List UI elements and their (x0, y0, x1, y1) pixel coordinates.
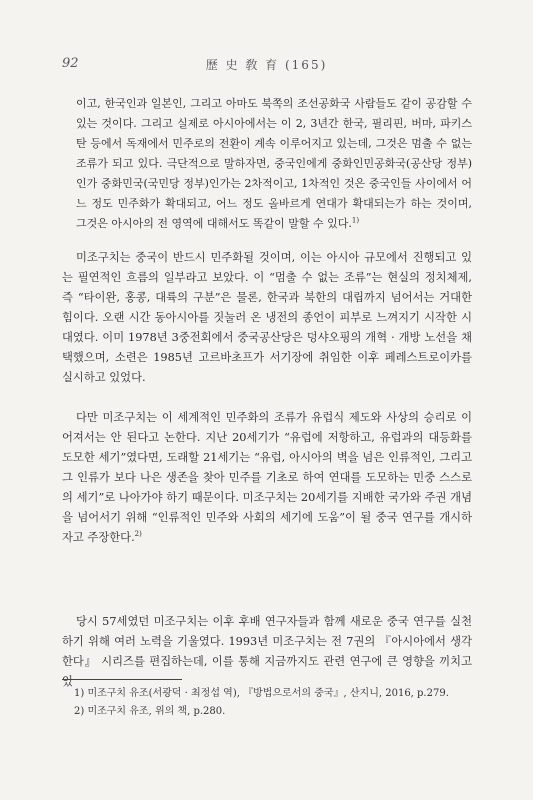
footnote-mark-1: 1) (351, 216, 360, 225)
paragraph-1-text: 미조구치는 중국이 반드시 민주화될 것이며, 이는 아시아 규모에서 진행되고 있는 필연적인 흐름의 일부라고 보았다. 이 “멈출 수 없는 조류”는 현실의 정치체제, 즉 “타이완, 홍콩, 대륙의 구분”은 물론, 한국과 북한의 대립까지 넘어서는 거대한 힘이다. 오랜 시간 동아시아를 짓눌러 온 냉전의 종언이 피부로 느껴지기 시작한 시대였다. 이미 1978년 3중전회에서 중국공산당은 덩샤오핑의 개혁 · 개방 노선을 채택했으며, 소련은 1985년 고르바초프가 서기장에 취임한 이후 페레스트로이카를 실시하고 있었다. (62, 251, 472, 384)
paragraph-2 (62, 408, 472, 548)
running-header (62, 56, 471, 72)
footnote-2: 2) 미조구치 유조, 위의 책, p.280. (74, 706, 226, 717)
paragraph-2-body: 다만 미조구치는 이 세계적인 민주화의 조류가 유럽식 제도와 사상의 승리로 이어져서는 안 된다고 논한다. 지난 20세기가 “유럽에 저항하고, 유럽과의 대등화를 도모한 세기”였다면, 도래할 21세기는 “유럽, 아시아의 벽을 넘은 인류적인, 그리고 그 인류가 보다 나은 생존을 찾아 민주를 기초로 하여 연대를 도모하는 민중 스스로의 세기”로 나아가야 하기 때문이다. 미조구치는 20세기를 지배한 국가와 주권 개념을 넘어서기 위해 “인류적인 민주와 사회의 세기에 도움”이 될 중국 연구를 개시하자고 주장한다. (62, 411, 472, 544)
footnote-divider (62, 679, 182, 680)
journal-title: 歷 史 敎 育 (165) (205, 58, 328, 72)
footnote-1: 1) 미조구치 유조(서광덕 · 최정섭 역), 『방법으로서의 중국』, 산지니, 2016, p.279. (74, 688, 449, 699)
paragraph-2-text (62, 408, 472, 548)
paragraph-1 (62, 248, 472, 388)
footnotes (74, 685, 474, 721)
quotation-body: 이고, 한국인과 일본인, 그리고 아마도 북쪽의 조선공화국 사람들도 같이 공감할 수 있는 것이다. 그리고 실제로 아시아에서는 이 2, 3년간 한국, 필리핀, 버마, 파키스탄 등에서 독재에서 민주로의 전환이 계속 이루어지고 있는데, 그것은 멈출 수 없는 조류가 되고 있다. 극단적으로 말하자면, 중국인에게 중화인민공화국(공산당 정부)인가 중화민국(국민당 정부)인가는 2차적이고, 1차적인 것은 중국인들 사이에서 어느 정도 민주화가 확대되고, 어느 정도 올바르게 연대가 확대되는가 하는 것이며, 그것은 아시아의 전 영역에 대해서도 똑같이 말할 수 있다. (76, 97, 472, 230)
quotation-text (76, 94, 472, 234)
footnote-mark-2: 2) (134, 530, 142, 539)
paragraph-3 (62, 612, 472, 692)
page-number: 92 (62, 56, 79, 71)
block-quotation (76, 94, 472, 234)
paragraph-3-text: 당시 57세였던 미조구치는 이후 후배 연구자들과 함께 새로운 중국 연구를 실천하기 위해 여러 노력을 기울였다. 1993년 미조구치는 전 7권의 『아시아에서 생각한다』 시리즈를 편집하는데, 이를 통해 지금까지도 관련 연구에 큰 영향을 끼치고 있 (62, 615, 472, 688)
